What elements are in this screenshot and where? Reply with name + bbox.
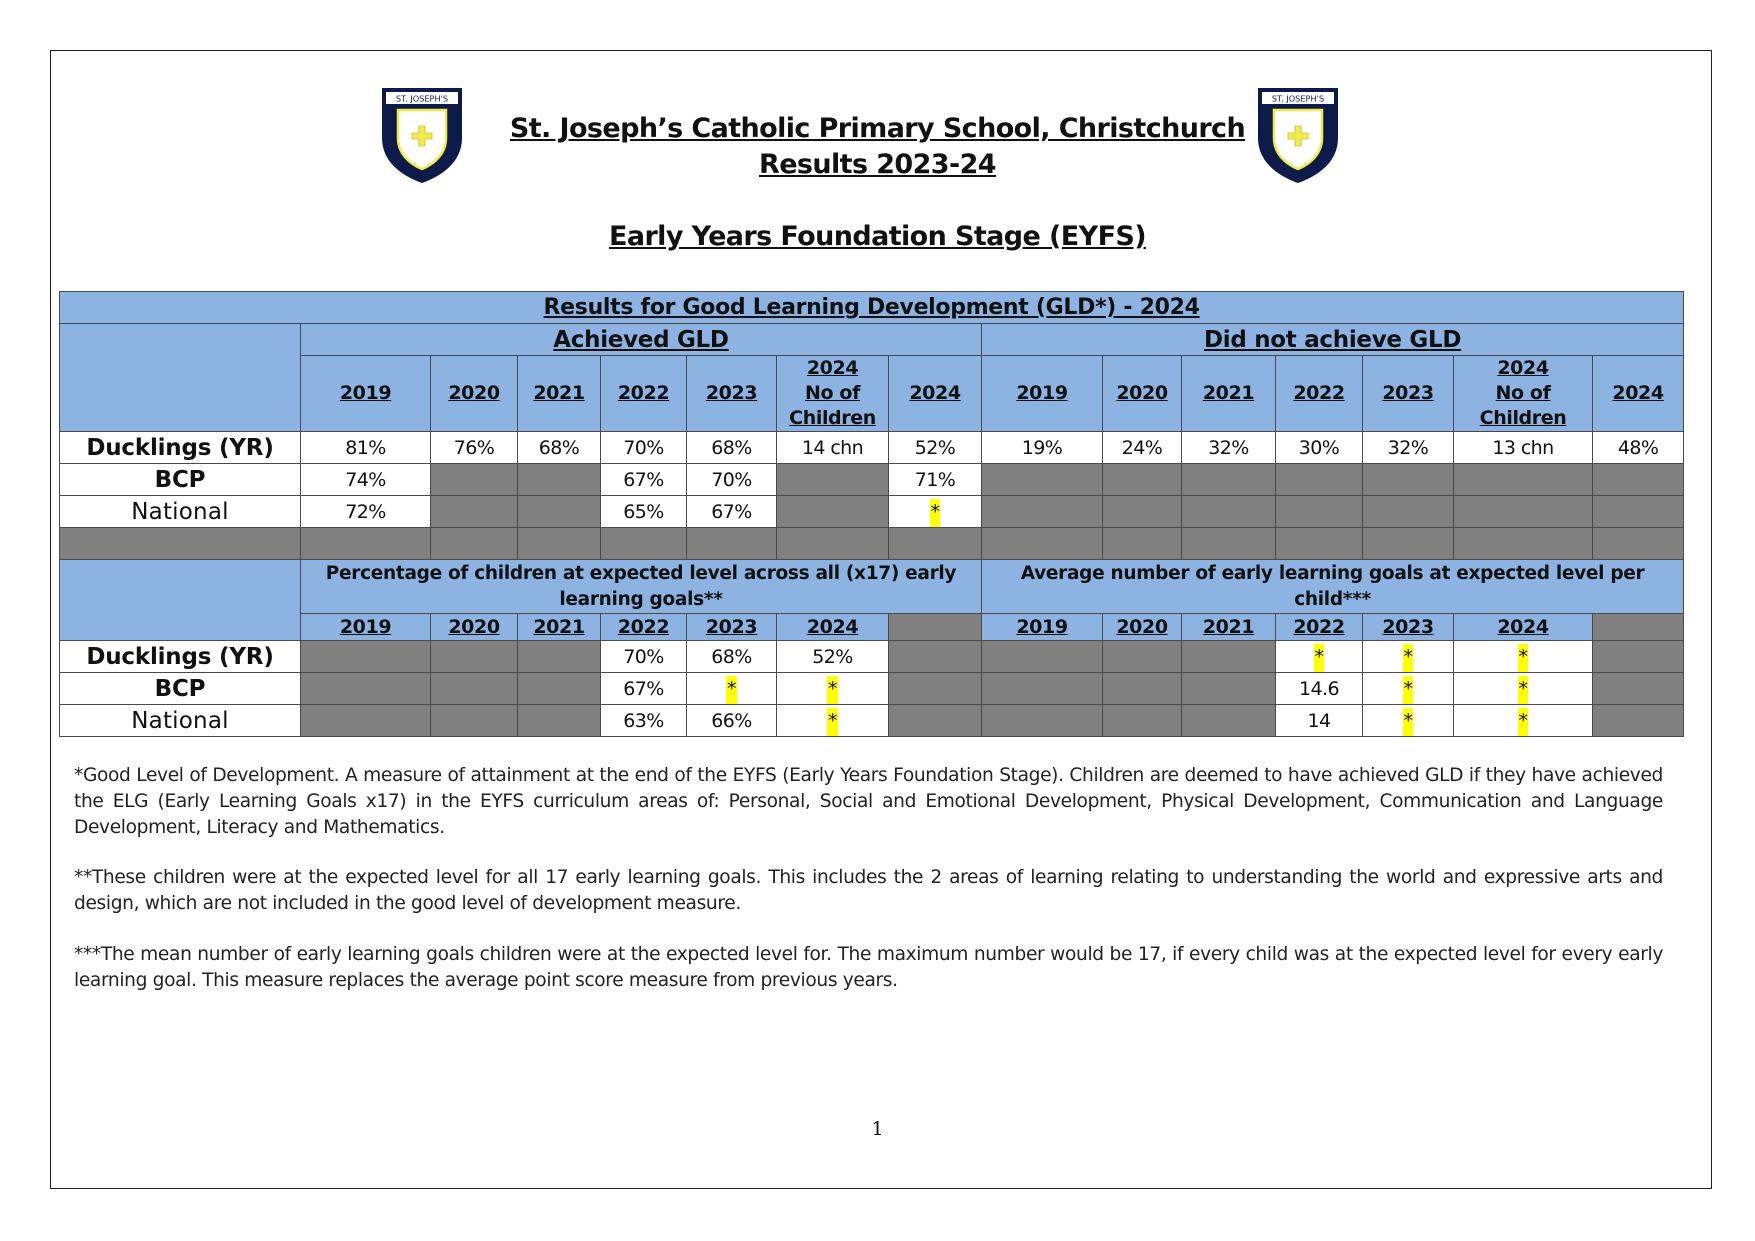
- row-label: BCP: [60, 673, 301, 705]
- achieved-col-header: 2020: [431, 356, 518, 432]
- pct-cell-na: [518, 673, 601, 705]
- achieved-cell: [601, 432, 687, 464]
- pct-cell: [687, 641, 777, 673]
- avg-year-header: 2024: [1454, 614, 1593, 641]
- avg-cell-na: [1103, 705, 1182, 737]
- pct-cell-na: [431, 673, 518, 705]
- pct-year-header-blank: [889, 614, 982, 641]
- not-achieved-cell-na: [1103, 496, 1182, 528]
- avg-year-header: 2021: [1182, 614, 1276, 641]
- col-header-line: No of: [1495, 382, 1551, 404]
- spacer-cell: [889, 528, 982, 560]
- cell-value: 52%: [914, 436, 956, 459]
- avg-cell: [1276, 673, 1363, 705]
- pct-blank-cell: [889, 705, 982, 737]
- pct-cell: [601, 705, 687, 737]
- spacer-cell: [301, 528, 431, 560]
- not-achieved-cell: [1103, 432, 1182, 464]
- cell-value: 76%: [453, 436, 495, 459]
- not-achieved-col-header: [1454, 356, 1593, 432]
- svg-text:ST. JOSEPH'S: ST. JOSEPH'S: [1271, 93, 1325, 104]
- achieved-cell: [889, 464, 982, 496]
- cell-value: 63%: [623, 709, 664, 732]
- not-achieved-cell: [1363, 432, 1454, 464]
- achieved-cell: [601, 464, 687, 496]
- footnote-avg-elg: ***The mean number of early learning goals children were at the expected level for. The maximum number would be 17, if every child was at the expected level for every early learning goal. This measure replaces the average point score measure from previous years.: [74, 944, 1663, 991]
- col-header-line: Children: [1479, 407, 1567, 429]
- avg-cell-na: [1182, 705, 1276, 737]
- not-achieved-col-header: 2023: [1363, 356, 1454, 432]
- cell-value: 70%: [711, 468, 752, 491]
- not-achieved-cell-na: [982, 496, 1103, 528]
- spacer-cell: [1363, 528, 1454, 560]
- row-label: Ducklings (YR): [60, 641, 301, 673]
- suppressed-marker: *: [827, 708, 838, 736]
- avg-elg-heading: Average number of early learning goals at expected level per child***: [982, 560, 1684, 614]
- pct-year-header: 2019: [301, 614, 431, 641]
- cell-value: 68%: [711, 645, 752, 668]
- cell-value: 65%: [623, 500, 664, 523]
- pct-cell: [601, 641, 687, 673]
- results-year-heading: Results 2023-24: [759, 149, 996, 180]
- not-achieved-cell-na: [1182, 496, 1276, 528]
- suppressed-marker: *: [1314, 644, 1325, 672]
- avg-cell: [1363, 641, 1454, 673]
- spacer-cell: [687, 528, 777, 560]
- achieved-col-header: 2023: [687, 356, 777, 432]
- avg-year-header: 2023: [1363, 614, 1454, 641]
- achieved-cell-na: [777, 464, 889, 496]
- spacer-cell: [1454, 528, 1593, 560]
- spacer-cell: [431, 528, 518, 560]
- row-label: National: [60, 496, 301, 528]
- avg-blank-cell: [1593, 673, 1684, 705]
- pct-cell: [777, 641, 889, 673]
- col-header-line: 2024: [806, 357, 859, 379]
- cell-value: 14: [1307, 709, 1331, 732]
- school-name-heading: St. Joseph’s Catholic Primary School, Christchurch: [509, 113, 1246, 144]
- cell-value: 67%: [711, 500, 752, 523]
- spacer-cell: [1182, 528, 1276, 560]
- section-title: Early Years Foundation Stage (EYFS): [608, 221, 1147, 252]
- avg-blank-cell: [1593, 705, 1684, 737]
- achieved-cell: [518, 432, 601, 464]
- achieved-col-header: 2024: [889, 356, 982, 432]
- pct-cell: [777, 705, 889, 737]
- spacer-row: [60, 528, 1684, 560]
- achieved-cell: [687, 464, 777, 496]
- achieved-cell-na: [518, 496, 601, 528]
- achieved-cell-na: [431, 496, 518, 528]
- elg-table-row: [60, 705, 1684, 737]
- avg-cell: [1454, 641, 1593, 673]
- cell-value: 14 chn: [801, 436, 864, 459]
- pct-year-header: 2022: [601, 614, 687, 641]
- avg-year-header: 2020: [1103, 614, 1182, 641]
- suppressed-marker: *: [1518, 676, 1529, 704]
- cell-value: 70%: [623, 436, 664, 459]
- cell-value: 81%: [345, 436, 386, 459]
- gld-table-row: [60, 496, 1684, 528]
- not-achieved-cell-na: [1593, 464, 1684, 496]
- not-achieved-cell: [1593, 432, 1684, 464]
- elg-table-row: [60, 673, 1684, 705]
- achieved-cell: [889, 432, 982, 464]
- not-achieved-cell-na: [1103, 464, 1182, 496]
- achieved-cell: [889, 496, 982, 528]
- results-table: [59, 291, 1684, 737]
- pct-expected-heading: Percentage of children at expected level across all (x17) early learning goals**: [301, 560, 982, 614]
- not-achieved-cell-na: [1363, 464, 1454, 496]
- pct-cell-na: [431, 641, 518, 673]
- achieved-cell: [301, 464, 431, 496]
- cell-value: 30%: [1298, 436, 1340, 459]
- achieved-col-header: 2019: [301, 356, 431, 432]
- avg-cell-na: [1182, 673, 1276, 705]
- pct-year-header: 2023: [687, 614, 777, 641]
- gld-table-row: [60, 464, 1684, 496]
- achieved-cell: [687, 496, 777, 528]
- achieved-cell-na: [431, 464, 518, 496]
- cell-value: 13 chn: [1492, 436, 1554, 459]
- gld-table-row: [60, 432, 1684, 464]
- footnote-all-elg: **These children were at the expected level for all 17 early learning goals. This includes the 2 areas of learning relating to understanding the world and expressive arts and design, which are not included in the good level of development measure.: [74, 867, 1663, 914]
- pct-year-header: 2024: [777, 614, 889, 641]
- avg-cell-na: [1182, 641, 1276, 673]
- page-number: 1: [871, 1118, 884, 1140]
- avg-cell: [1276, 641, 1363, 673]
- elg-year-header-row: [60, 614, 1684, 641]
- avg-cell: [1276, 705, 1363, 737]
- achieved-cell: [777, 432, 889, 464]
- avg-cell: [1363, 705, 1454, 737]
- spacer-cell: [601, 528, 687, 560]
- pct-year-header: 2020: [431, 614, 518, 641]
- pct-cell-na: [301, 705, 431, 737]
- svg-text:ST. JOSEPH'S: ST. JOSEPH'S: [395, 93, 449, 104]
- not-achieved-col-header: 2021: [1182, 356, 1276, 432]
- achieved-col-header: 2021: [518, 356, 601, 432]
- footnote-gld: *Good Level of Development. A measure of attainment at the end of the EYFS (Early Years Foundation Stage). Children are deemed to have achieved GLD if they have achieved the ELG (Early Learning Goals x17) in the EYFS curriculum areas of: Personal, Social and Emotional Development, Physical Development, Communication and Language Development, Literacy and Mathematics.: [74, 765, 1663, 838]
- avg-cell-na: [1103, 641, 1182, 673]
- avg-cell: [1363, 673, 1454, 705]
- not-achieved-cell: [982, 432, 1103, 464]
- not-achieved-cell-na: [1276, 464, 1363, 496]
- suppressed-marker: *: [1403, 708, 1414, 736]
- pct-cell: [687, 705, 777, 737]
- spacer-cell: [1276, 528, 1363, 560]
- elg-table-row: [60, 641, 1684, 673]
- avg-cell-na: [982, 673, 1103, 705]
- not-achieved-cell-na: [1593, 496, 1684, 528]
- suppressed-marker: *: [827, 676, 838, 704]
- cell-value: 32%: [1387, 436, 1429, 459]
- suppressed-marker: *: [1518, 644, 1529, 672]
- row-label: BCP: [60, 464, 301, 496]
- row-label: Ducklings (YR): [60, 432, 301, 464]
- suppressed-marker: *: [930, 499, 941, 527]
- avg-cell-na: [1103, 673, 1182, 705]
- pct-cell: [777, 673, 889, 705]
- avg-cell-na: [982, 641, 1103, 673]
- avg-cell: [1454, 705, 1593, 737]
- not-achieved-col-header: 2020: [1103, 356, 1182, 432]
- cell-value: 24%: [1121, 436, 1163, 459]
- spacer-cell: [518, 528, 601, 560]
- not-achieved-cell-na: [1363, 496, 1454, 528]
- not-achieved-cell-na: [982, 464, 1103, 496]
- spacer-cell: [777, 528, 889, 560]
- spacer-cell: [1593, 528, 1684, 560]
- achieved-gld-heading: Achieved GLD: [301, 324, 982, 356]
- not-achieved-cell-na: [1276, 496, 1363, 528]
- not-achieved-cell-na: [1182, 464, 1276, 496]
- not-achieved-gld-heading: Did not achieve GLD: [982, 324, 1684, 356]
- avg-year-header: 2022: [1276, 614, 1363, 641]
- spacer-cell: [1103, 528, 1182, 560]
- achieved-cell: [431, 432, 518, 464]
- achieved-cell-na: [518, 464, 601, 496]
- cell-value: 14.6: [1299, 677, 1339, 700]
- avg-year-header: 2019: [982, 614, 1103, 641]
- not-achieved-cell: [1182, 432, 1276, 464]
- pct-cell-na: [431, 705, 518, 737]
- not-achieved-col-header: 2022: [1276, 356, 1363, 432]
- pct-blank-cell: [889, 673, 982, 705]
- avg-cell: [1454, 673, 1593, 705]
- cell-value: 71%: [914, 468, 956, 491]
- not-achieved-cell: [1276, 432, 1363, 464]
- pct-cell-na: [301, 673, 431, 705]
- cell-value: 72%: [345, 500, 386, 523]
- cell-value: 67%: [623, 468, 664, 491]
- not-achieved-col-header: 2024: [1593, 356, 1684, 432]
- pct-cell-na: [301, 641, 431, 673]
- col-header-line: Children: [789, 407, 876, 429]
- spacer-cell: [982, 528, 1103, 560]
- spacer-cell: [60, 528, 301, 560]
- not-achieved-col-header: 2019: [982, 356, 1103, 432]
- pct-blank-cell: [889, 641, 982, 673]
- achieved-col-header: [777, 356, 889, 432]
- not-achieved-cell: [1454, 432, 1593, 464]
- avg-year-header-blank: [1593, 614, 1684, 641]
- suppressed-marker: *: [726, 676, 737, 704]
- elg-row-label-header: [60, 560, 301, 641]
- pct-cell: [687, 673, 777, 705]
- achieved-cell-na: [777, 496, 889, 528]
- achieved-cell: [301, 496, 431, 528]
- pct-cell: [601, 673, 687, 705]
- cell-value: 66%: [711, 709, 752, 732]
- col-header-line: 2024: [1497, 357, 1549, 379]
- avg-blank-cell: [1593, 641, 1684, 673]
- gld-year-header-row: [60, 356, 1684, 432]
- cell-value: 67%: [623, 677, 664, 700]
- pct-cell-na: [518, 705, 601, 737]
- cell-value: 19%: [1021, 436, 1063, 459]
- not-achieved-cell-na: [1454, 464, 1593, 496]
- not-achieved-cell-na: [1454, 496, 1593, 528]
- achieved-cell: [301, 432, 431, 464]
- cell-value: 68%: [711, 436, 752, 459]
- cell-value: 68%: [538, 436, 580, 459]
- row-label: National: [60, 705, 301, 737]
- achieved-col-header: 2022: [601, 356, 687, 432]
- row-label-header: [60, 324, 301, 432]
- cell-value: 48%: [1617, 436, 1659, 459]
- suppressed-marker: *: [1403, 644, 1414, 672]
- col-header-line: No of: [805, 382, 860, 404]
- cell-value: 70%: [623, 645, 664, 668]
- cell-value: 52%: [812, 645, 853, 668]
- pct-cell-na: [518, 641, 601, 673]
- achieved-cell: [601, 496, 687, 528]
- cell-value: 74%: [345, 468, 386, 491]
- pct-year-header: 2021: [518, 614, 601, 641]
- gld-table-title: Results for Good Learning Development (GLD*) - 2024: [60, 292, 1684, 324]
- avg-cell-na: [982, 705, 1103, 737]
- achieved-cell: [687, 432, 777, 464]
- suppressed-marker: *: [1518, 708, 1529, 736]
- cell-value: 32%: [1208, 436, 1249, 459]
- suppressed-marker: *: [1403, 676, 1414, 704]
